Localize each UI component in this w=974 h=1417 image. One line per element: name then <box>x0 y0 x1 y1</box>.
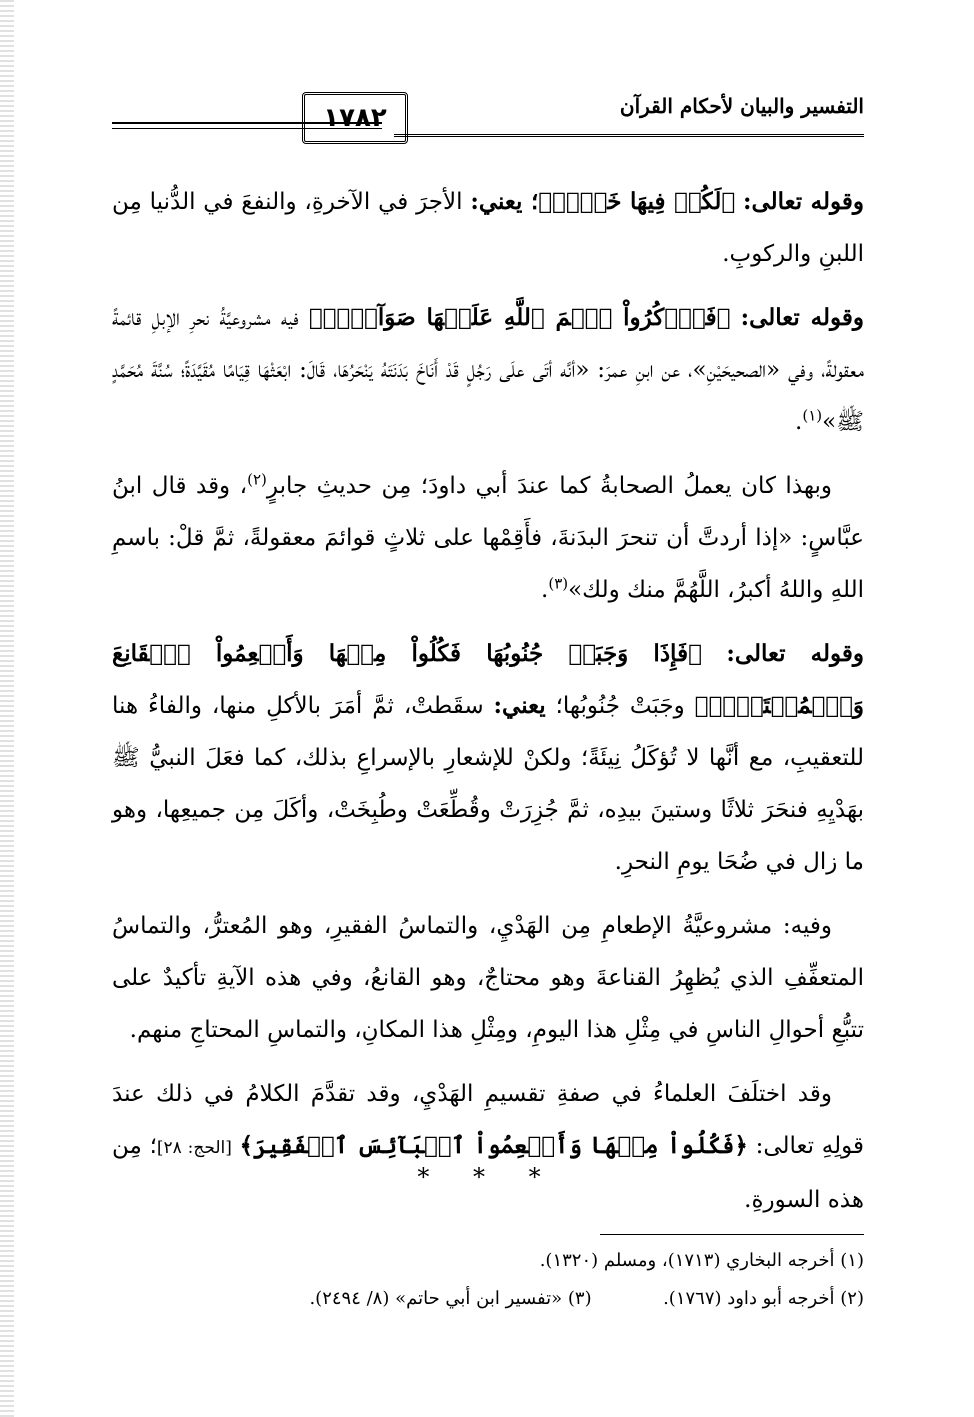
footnote-marker: (١) <box>802 406 823 425</box>
paragraph <box>112 292 864 448</box>
scan-edge <box>0 0 14 1417</box>
running-title: التفسير والبيان لأحكام القرآن <box>619 94 864 118</box>
footnote-marker: (٣) <box>548 574 569 593</box>
paragraph <box>112 628 864 888</box>
title-rule <box>394 134 864 137</box>
paragraph-text: وبهذا كان يعملُ الصحابةُ كما عندَ أبي داودَ؛ مِن حديثِ جابرٍ <box>266 473 833 499</box>
page-number: ١٧٨٢ <box>302 92 408 144</box>
paragraph-text: سقَطتْ، ثمَّ أمَرَ بالأكلِ منها، والفاءُ هنا للتعقيبِ، مع أنَّها لا تُؤكَلُ نِيئَةً؛ ولكنْ للإشعارِ بالإسراعِ بذلك، كما فعَلَ النبيُّ ﷺ بهَدْيِهِ فنحَرَ ثلاثًا وستينَ بيدِه، ثمَّ جُزِرَتْ وقُطِّعَتْ وطُبِخَتْ، وأكَلَ مِن جميعِها، وهو ما زال في ضُحَا يومِ النحرِ. <box>112 693 864 875</box>
paragraph <box>112 176 864 280</box>
section-separator: * * * <box>417 1163 559 1191</box>
yani-label: ؛ يعني: <box>470 188 539 215</box>
footnote: (١) أخرجه البخاري (١٧١٣)، ومسلم (١٣٢٠). <box>539 1250 864 1271</box>
page-body <box>112 176 864 1238</box>
paragraph-text: ، وقد قال ابنُ عبَّاسٍ: «إذا أردتَّ أن تنحرَ البدَنةَ، فأَقِمْها على ثلاثٍ قوائمَ معقولةً، ثمَّ قلْ: باسمِ اللهِ واللهُ أكبرُ، اللَّهُمَّ منك ولك» <box>112 473 864 603</box>
footnote-line <box>112 1242 864 1280</box>
verse-reference: [الحج: ٢٨] <box>156 1138 232 1158</box>
paragraph-lead: وقوله تعالى: <box>743 188 865 215</box>
footnotes <box>112 1242 864 1318</box>
paragraph-end: . <box>541 577 549 603</box>
paragraph-text: وقد اختلَفَ العلماءُ في صفةِ تقسيمِ الهَدْيِ، وقد تقدَّمَ الكلامُ في ذلك عندَ قولِهِ تعالى: <box>112 1081 865 1159</box>
footnote: (٣) «تفسير ابن أبي حاتم» (٨/ ٢٤٩٤). <box>309 1288 592 1309</box>
quran-verse: ﴿فَٱذۡكُرُواْ ٱسۡمَ ٱللَّهِ عَلَيۡهَا صَوَآفَّۖ﴾ <box>308 304 731 331</box>
paragraph-text: الأجرَ في الآخرةِ، والنفعَ في الدُّنيا مِن اللبنِ والركوبِ. <box>112 189 864 267</box>
paragraph <box>112 900 864 1056</box>
footnote: (٢) أخرجه أبو داود (١٧٦٧). <box>663 1288 864 1309</box>
paragraph-text: وفيه: مشروعيَّةُ الإطعامِ مِن الهَدْيِ، والتماسُ الفقيرِ، وهو المُعترُّ، والتماسُ المتعفِّفِ الذي يُظهِرُ القناعةَ وهو محتاجٌ، وهو القانعُ، وفي هذه الآيةِ تأكيدٌ على تتبُّعِ أحوالِ الناسِ في مِثْلِ هذا اليومِ، ومِثْلِ هذا المكانِ، والتماسِ المحتاجِ منهم. <box>112 913 864 1043</box>
footnote-rule <box>600 1234 864 1235</box>
paragraph <box>112 460 864 616</box>
quran-verse: ﴿لَكُمۡ فِيهَا خَيۡرٞ﴾ <box>538 188 736 215</box>
paragraph-end: . <box>795 409 803 435</box>
quran-verse: ﴿فَإِذَا وَجَبَتۡ جُنُوبُهَا فَكُلُواْ مِنۡهَا وَأَطۡعِمُواْ ٱلۡقَانِعَ وَٱلۡمُعۡتَرَّۚ﴾ <box>112 640 865 719</box>
page-header <box>112 92 864 154</box>
paragraph-text: وجَبَتْ جُنُوبُها؛ <box>555 693 685 719</box>
paragraph-lead: وقوله تعالى: <box>726 640 864 667</box>
paragraph <box>112 1068 864 1226</box>
yani-label: يعني: <box>493 692 546 719</box>
footnote-line <box>112 1280 864 1318</box>
paragraph-text: ؛ مِن هذه السورةِ. <box>112 1133 864 1213</box>
paragraph-lead: وقوله تعالى: <box>740 304 864 331</box>
quran-verse: ﴿فَكُلُواْ مِنۡهَا وَأَطۡعِمُواْ ٱلۡبَآئِسَ ٱلۡفَقِيرَ﴾ <box>239 1132 748 1159</box>
footnote-marker: (٢) <box>247 470 267 489</box>
paragraph-text: فيه مشروعيَّةُ نحرِ الإبلِ قائمةً معقولةً، وفي «الصحيحَيْنِ»، عن ابنِ عمرَ: «أنَّه أتَى علَى رَجُلٍ قَدْ أَنَاخَ بَدَنَتَهُ يَنْحَرُهَا، قَالَ: ابْعَثْهَا قِيَامًا مُقَيَّدَةً؛ سُنَّةَ مُحَمَّدٍ ﷺ» <box>112 305 864 435</box>
